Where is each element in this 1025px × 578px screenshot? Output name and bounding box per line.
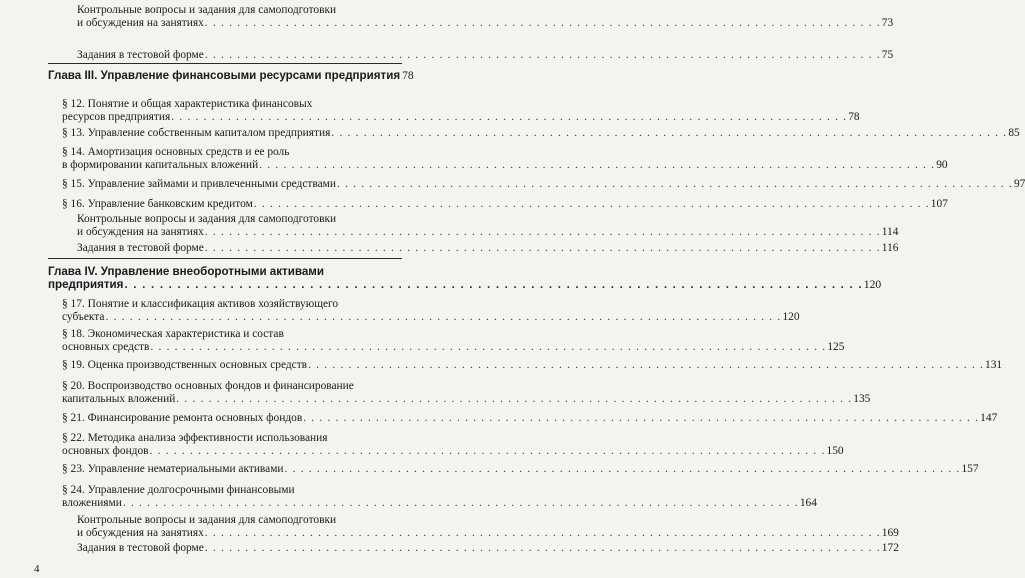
dot-leader bbox=[105, 311, 781, 324]
toc-page-number: 125 bbox=[827, 340, 845, 353]
toc-page-number: 85 bbox=[1008, 127, 1020, 139]
dot-leader bbox=[259, 159, 935, 172]
toc-entry-title-line: § 18. Экономическая характеристика и состав bbox=[62, 328, 284, 340]
toc-entry-title-line: основных фондов bbox=[62, 444, 149, 457]
dot-leader bbox=[150, 341, 826, 354]
toc-entry-title-line: Глава IV. Управление внеоборотными активами bbox=[48, 265, 324, 278]
toc-page-number: 78 bbox=[848, 110, 860, 123]
section-divider bbox=[48, 258, 402, 259]
page-number: 4 bbox=[34, 563, 40, 575]
toc-page-number: 97 bbox=[1013, 178, 1025, 190]
toc-entry-title-line: субъекта bbox=[62, 310, 105, 323]
toc-entry-title-line: § 17. Понятие и классификация активов хозяйствующего bbox=[62, 298, 339, 310]
toc-entry-title-line: вложениями bbox=[62, 496, 122, 509]
toc-page-number: 157 bbox=[961, 463, 979, 475]
dot-leader bbox=[285, 463, 961, 476]
toc-entry-title-line: и обсуждения на занятиях bbox=[77, 225, 204, 238]
toc-entry-title-line: и обсуждения на занятиях bbox=[77, 16, 204, 29]
dot-leader bbox=[176, 393, 852, 406]
dot-leader bbox=[331, 127, 1007, 140]
dot-leader bbox=[171, 111, 847, 124]
toc-page-number: 78 bbox=[402, 69, 414, 82]
dot-leader bbox=[205, 242, 881, 255]
toc-entry-title-line: § 16. Управление банковским кредитом bbox=[62, 198, 253, 210]
toc-page-number: 73 bbox=[881, 16, 894, 29]
toc-page-number: 135 bbox=[853, 392, 871, 405]
toc-entry-title-line: § 22. Методика анализа эффективности использования bbox=[62, 432, 328, 444]
dot-leader bbox=[308, 359, 984, 372]
toc-page-number: 75 bbox=[881, 49, 894, 61]
toc-entry-title-line: § 20. Воспроизводство основных фондов и финансирование bbox=[62, 380, 354, 392]
dot-leader bbox=[303, 412, 979, 425]
dot-leader bbox=[150, 445, 826, 458]
toc-page-number: 131 bbox=[985, 359, 1003, 371]
toc-entry-title-line: § 14. Амортизация основных средств и ее роль bbox=[62, 146, 290, 158]
toc-page-number: 114 bbox=[881, 225, 899, 238]
toc-page-number: 116 bbox=[881, 242, 899, 254]
toc-entry-title-line: Глава III. Управление финансовыми ресурсами предприятия bbox=[48, 69, 401, 82]
toc-entry-title-line: Задания в тестовой форме bbox=[77, 49, 204, 61]
toc-entry-title-line: Контрольные вопросы и задания для самоподготовки bbox=[77, 514, 337, 526]
dot-leader bbox=[124, 279, 862, 292]
toc-entry-title-line: ресурсов предприятия bbox=[62, 110, 171, 123]
section-divider bbox=[48, 63, 402, 64]
toc-entry-title-line: § 24. Управление долгосрочными финансовыми bbox=[62, 484, 295, 496]
toc-entry-title-line: Задания в тестовой форме bbox=[77, 242, 204, 254]
toc-entry-title-line: Контрольные вопросы и задания для самоподготовки bbox=[77, 4, 337, 16]
toc-page-number: 164 bbox=[799, 496, 817, 509]
toc-entry-title-line: § 12. Понятие и общая характеристика финансовых bbox=[62, 98, 313, 110]
toc-entry-title-line: § 19. Оценка производственных основных средств bbox=[62, 359, 308, 371]
toc-page-number: 150 bbox=[826, 444, 844, 457]
dot-leader bbox=[123, 497, 799, 510]
toc-entry-title-line: в формировании капитальных вложений bbox=[62, 158, 259, 171]
toc-entry-title-line: основных средств bbox=[62, 340, 150, 353]
dot-leader bbox=[205, 17, 881, 30]
toc-entry-title-line: § 21. Финансирование ремонта основных фондов bbox=[62, 412, 303, 424]
toc-page-number: 107 bbox=[930, 198, 948, 210]
dot-leader bbox=[205, 49, 881, 62]
toc-page-number: 90 bbox=[936, 158, 948, 171]
dot-leader bbox=[205, 527, 881, 540]
dot-leader bbox=[205, 542, 881, 555]
toc-entry-title-line: капитальных вложений bbox=[62, 392, 176, 405]
dot-leader bbox=[337, 178, 1013, 191]
toc-page-number: 169 bbox=[881, 526, 899, 539]
toc-entry-title-line: Контрольные вопросы и задания для самоподготовки bbox=[77, 213, 337, 225]
toc-entry-title-line: предприятия bbox=[48, 277, 124, 291]
toc-page-number: 147 bbox=[980, 412, 998, 424]
toc-entry-title-line: и обсуждения на занятиях bbox=[77, 526, 204, 539]
toc-page-number: 172 bbox=[881, 542, 899, 554]
toc-entry-title-line: § 15. Управление займами и привлеченными средствами bbox=[62, 178, 336, 190]
toc-page-number: 120 bbox=[863, 277, 882, 291]
toc-entry-title-line: § 13. Управление собственным капиталом предприятия bbox=[62, 127, 331, 139]
dot-leader bbox=[205, 226, 881, 239]
dot-leader bbox=[254, 198, 930, 211]
toc-entry-title-line: § 23. Управление нематериальными активами bbox=[62, 463, 284, 475]
toc-entry-title-line: Задания в тестовой форме bbox=[77, 542, 204, 554]
toc-page-number: 120 bbox=[782, 310, 800, 323]
